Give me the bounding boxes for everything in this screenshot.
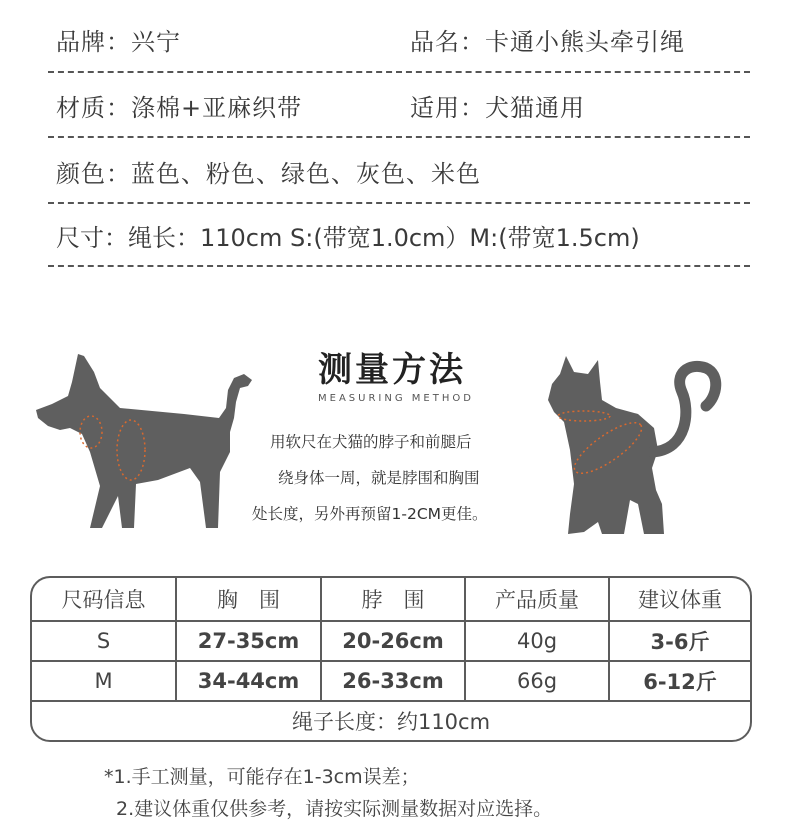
cat-tail: [652, 366, 716, 452]
colors-text: 颜色：蓝色、粉色、绿色、灰色、米色: [56, 160, 481, 188]
table-header-chest: 胸 围: [217, 588, 280, 612]
table-cell-chest: 27-35cm: [197, 629, 300, 653]
cat-silhouette: [548, 356, 664, 534]
divider: [48, 71, 750, 73]
table-cell-neck: 20-26cm: [342, 629, 444, 653]
note-measurement-error: *1.手工测量，可能存在1-3cm误差；: [104, 766, 420, 788]
measure-description-line: 绕身体一周，就是脖围和胸围: [278, 469, 480, 487]
table-cell-neck: 26-33cm: [342, 669, 444, 693]
table-cell-recommended-weight: 3-6斤: [650, 630, 710, 654]
measure-description-line: 处长度，另外再预留1-2CM更佳。: [252, 505, 488, 523]
table-cell-weight: 40g: [516, 629, 558, 653]
divider: [48, 265, 750, 267]
table-header-recommended-weight: 建议体重: [638, 588, 722, 612]
brand-text: 品牌：兴宁: [56, 28, 181, 56]
table-cell-chest: 34-44cm: [197, 669, 300, 693]
cat-illustration: [540, 354, 722, 540]
divider: [48, 202, 750, 204]
dog-silhouette: [36, 354, 252, 528]
table-header-neck: 脖 围: [361, 588, 425, 612]
material-text: 材质：涤棉+亚麻织带: [56, 94, 303, 122]
usage-text: 适用：犬猫通用: [410, 94, 585, 122]
measure-title: 测量方法: [318, 350, 466, 390]
table-cell-recommended-weight: 6-12斤: [643, 670, 717, 694]
table-cell-size: M: [94, 669, 113, 693]
note-weight-reference: 2.建议体重仅供参考，请按实际测量数据对应选择。: [116, 798, 553, 820]
table-cell-size: S: [96, 629, 111, 653]
measure-description-line: 用软尺在犬猫的脖子和前腿后: [270, 433, 472, 451]
product-name-text: 品名：卡通小熊头牵引绳: [410, 28, 685, 56]
size-table: [30, 576, 752, 742]
size-text: 尺寸：绳长：110cm S:(带宽1.0cm）M:(带宽1.5cm): [56, 224, 640, 252]
dog-illustration: [34, 352, 256, 542]
table-header-size: 尺码信息: [61, 588, 146, 612]
table-header-weight: 产品质量: [495, 588, 579, 612]
table-footer-rope-length: 绳子长度：约110cm: [291, 710, 491, 734]
table-cell-weight: 66g: [516, 669, 558, 693]
measure-subtitle: MEASURING METHOD: [318, 393, 474, 404]
divider: [48, 136, 750, 138]
